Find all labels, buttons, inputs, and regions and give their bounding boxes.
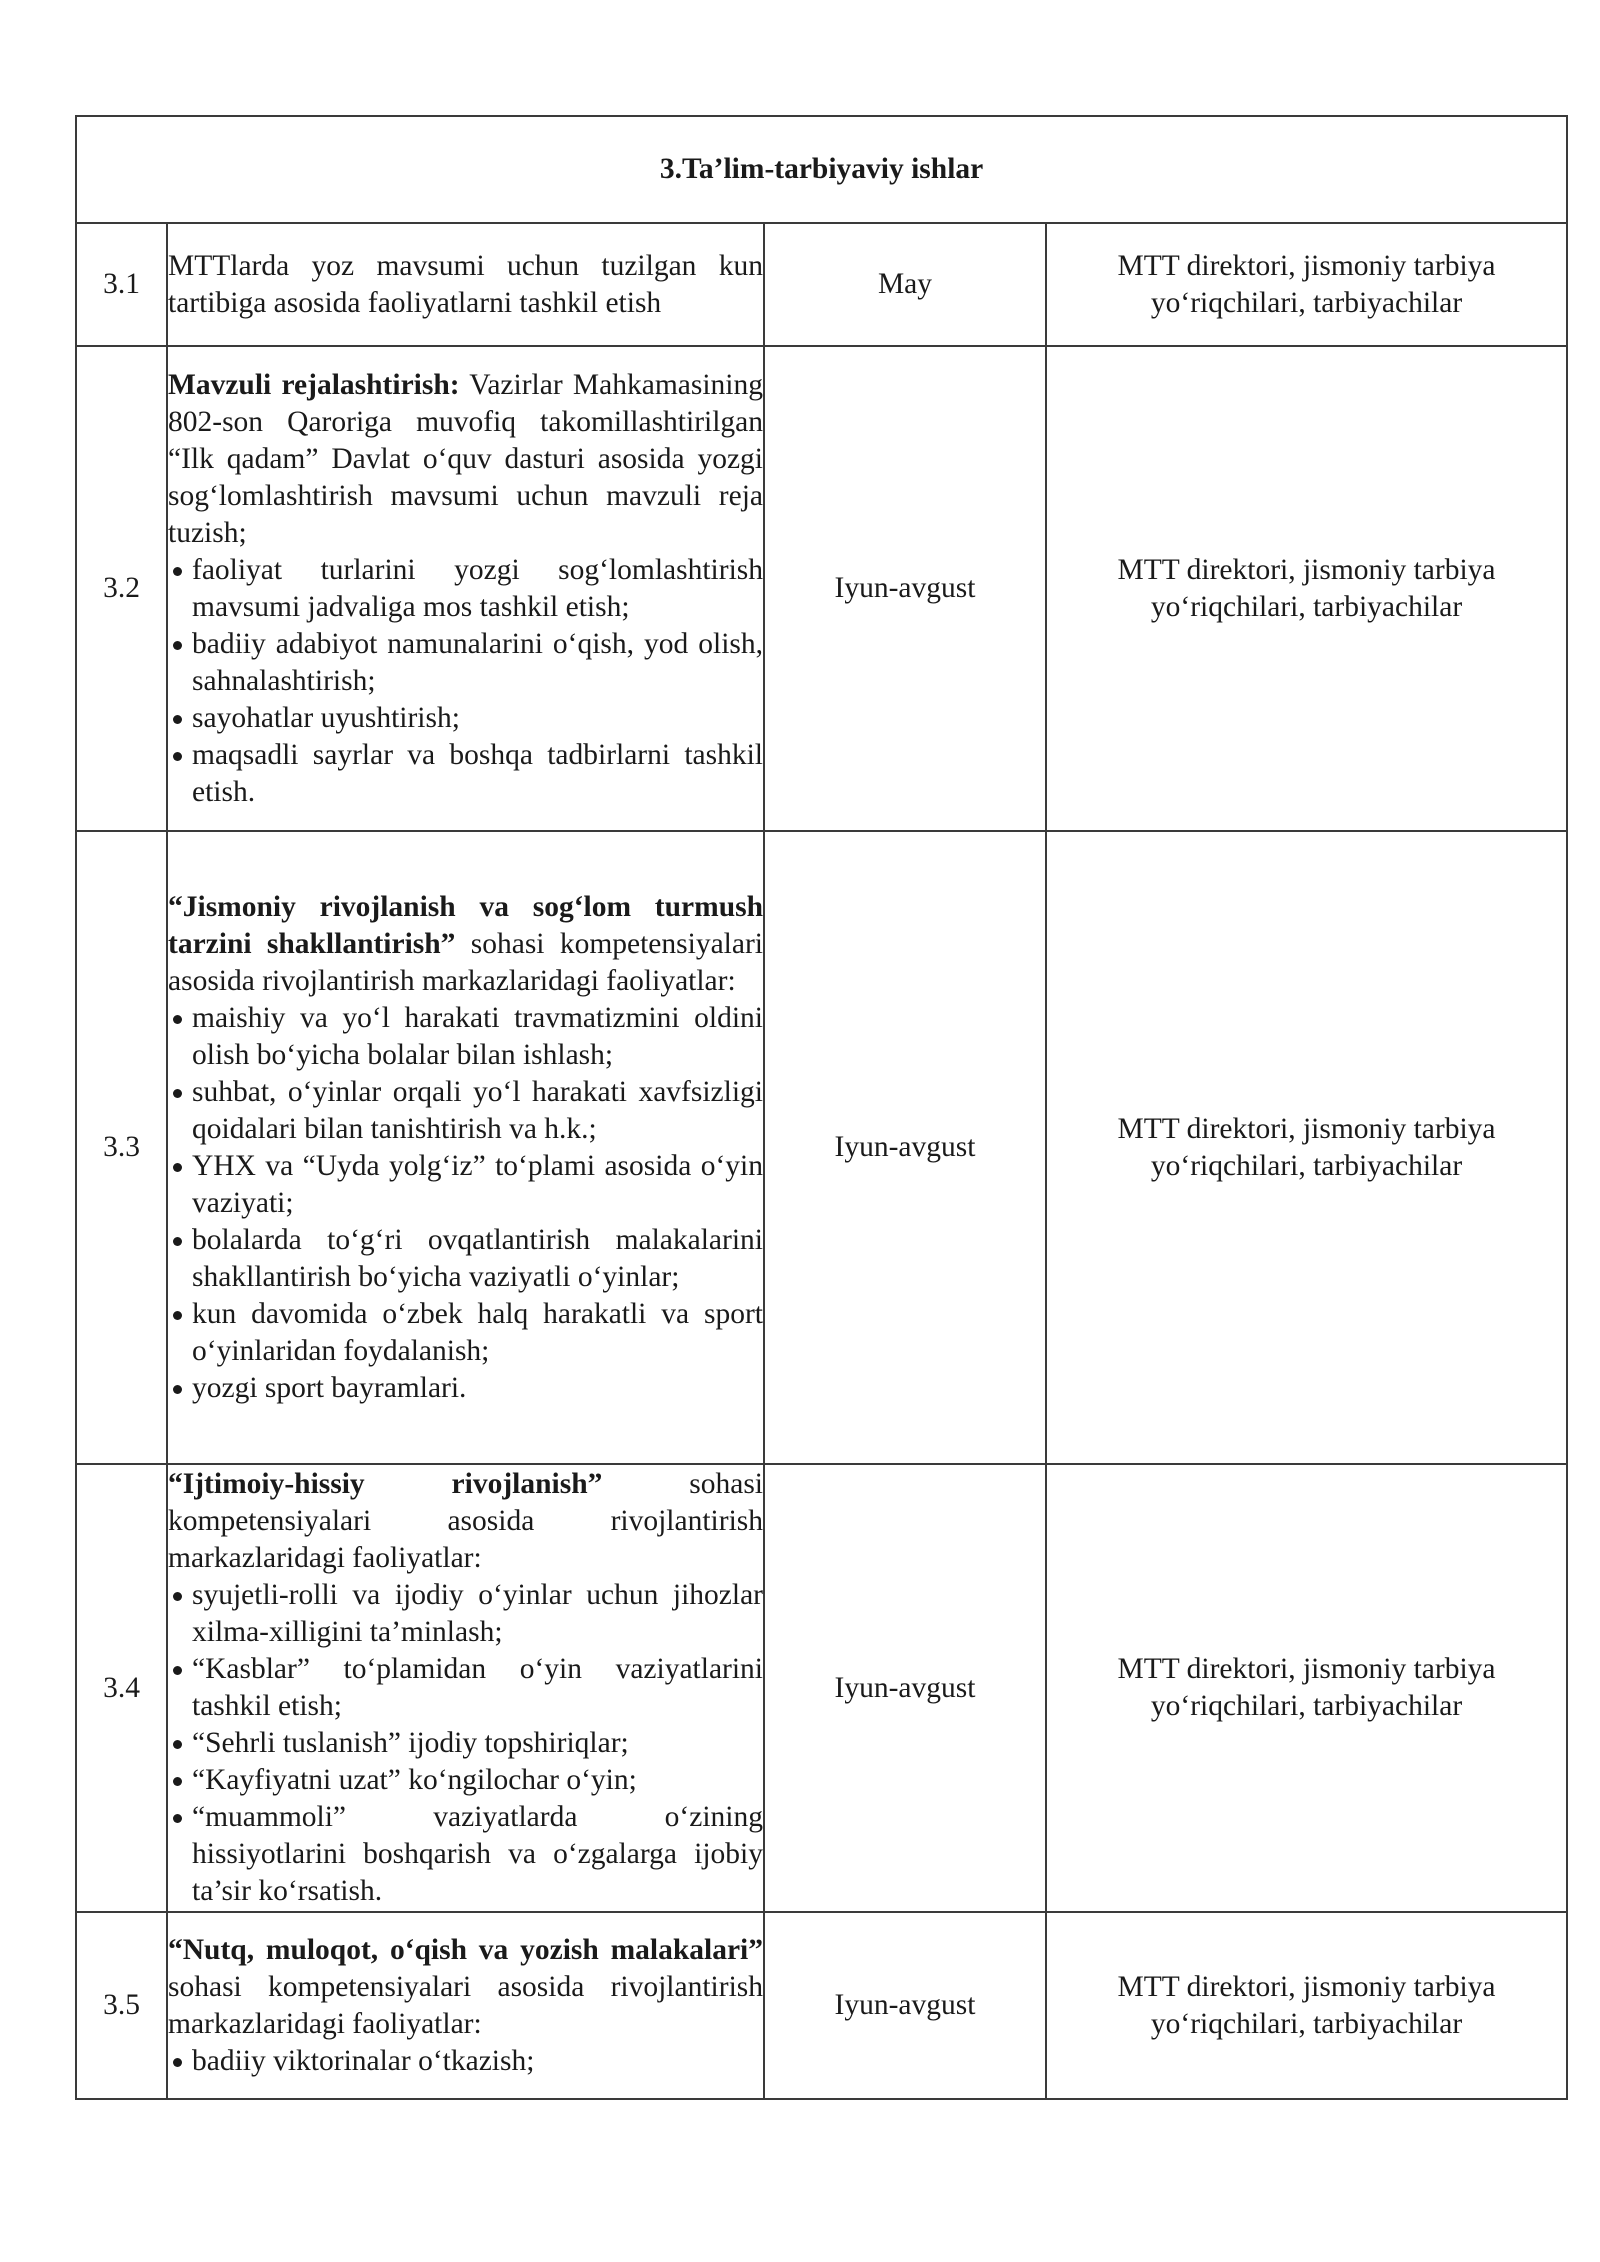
table-row xyxy=(76,346,1567,831)
deadline: Iyun-avgust xyxy=(764,831,1046,1464)
list-item: “muammoli” vaziyatlarda o‘zining hissiyotlarini boshqarish va o‘zgalarga ijobiy ta’sir ko‘rsatish. xyxy=(168,1799,763,1910)
list-item: badiiy viktorinalar o‘tkazish; xyxy=(168,2043,763,2080)
activity-intro xyxy=(168,1466,763,1577)
list-item: “Kayfiyatni uzat” ko‘ngilochar o‘yin; xyxy=(168,1762,763,1799)
list-item: faoliyat turlarini yozgi sog‘lomlashtirish mavsumi jadvaliga mos tashkil etish; xyxy=(168,552,763,626)
table-row xyxy=(76,223,1567,346)
activity-intro xyxy=(168,367,763,552)
responsible: MTT direktori, jismoniy tarbiya yo‘riqchilari, tarbiyachilar xyxy=(1046,346,1567,831)
row-number: 3.4 xyxy=(76,1464,167,1912)
table-row xyxy=(76,1912,1567,2099)
list-item: yozgi sport bayramlari. xyxy=(168,1370,763,1407)
list-item: bolalarda to‘g‘ri ovqatlantirish malakalarini shakllantirish bo‘yicha vaziyatli o‘yinlar; xyxy=(168,1222,763,1296)
responsible: MTT direktori, jismoniy tarbiya yo‘riqchilari, tarbiyachilar xyxy=(1046,831,1567,1464)
activity-intro-bold: Mavzuli rejalashtirish: xyxy=(168,368,460,401)
table-row xyxy=(76,1464,1567,1912)
activity-bullet-list xyxy=(168,552,763,811)
responsible: MTT direktori, jismoniy tarbiya yo‘riqchilari, tarbiyachilar xyxy=(1046,223,1567,346)
activity-bullet-list xyxy=(168,1577,763,1910)
list-item: kun davomida o‘zbek halq harakatli va sport o‘yinlaridan foydalanish; xyxy=(168,1296,763,1370)
table-row xyxy=(76,831,1567,1464)
list-item: “Kasblar” to‘plamidan o‘yin vaziyatlarini tashkil etish; xyxy=(168,1651,763,1725)
list-item: suhbat, o‘yinlar orqali yo‘l harakati xavfsizligi qoidalari bilan tanishtirish va h.k.; xyxy=(168,1074,763,1148)
activity-bullet-list xyxy=(168,1000,763,1407)
list-item: badiiy adabiyot namunalarini o‘qish, yod olish, sahnalashtirish; xyxy=(168,626,763,700)
activity-intro-text: sohasi kompetensiyalari asosida rivojlantirish markazlaridagi faoliyatlar: xyxy=(168,927,763,997)
row-number: 3.2 xyxy=(76,346,167,831)
responsible: MTT direktori, jismoniy tarbiya yo‘riqchilari, tarbiyachilar xyxy=(1046,1464,1567,1912)
activity-intro-bold: “Jismoniy rivojlanish va sog‘lom turmush tarzini shakllantirish” xyxy=(168,890,763,960)
list-item: maqsadli sayrlar va boshqa tadbirlarni tashkil etish. xyxy=(168,737,763,811)
list-item: “Sehrli tuslanish” ijodiy topshiriqlar; xyxy=(168,1725,763,1762)
row-number: 3.5 xyxy=(76,1912,167,2099)
deadline: May xyxy=(764,223,1046,346)
activity-description xyxy=(167,831,764,1464)
list-item: YHX va “Uyda yolg‘iz” to‘plami asosida o‘yin vaziyati; xyxy=(168,1148,763,1222)
activity-description xyxy=(167,346,764,831)
activity-intro-text: MTTlarda yoz mavsumi uchun tuzilgan kun tartibiga asosida faoliyatlarni tashkil etish xyxy=(168,249,763,319)
activity-description xyxy=(167,1464,764,1912)
activity-intro-text: Vazirlar Mahkamasining 802-son Qaroriga muvofiq takomillashtirilgan “Ilk qadam” Davlat o‘quv dasturi asosida yozgi sog‘lomlashtirish mavsumi uchun mavzuli reja tuzish; xyxy=(168,368,763,549)
activity-intro-bold: “Ijtimoiy-hissiy rivojlanish” xyxy=(168,1468,603,1500)
activity-description xyxy=(167,1912,764,2099)
section-title: 3.Ta’lim-tarbiyaviy ishlar xyxy=(76,116,1567,223)
activity-description xyxy=(167,223,764,346)
row-number: 3.3 xyxy=(76,831,167,1464)
activity-bullet-list xyxy=(168,2043,763,2080)
list-item: maishiy va yo‘l harakati travmatizmini oldini olish bo‘yicha bolalar bilan ishlash; xyxy=(168,1000,763,1074)
activity-intro-bold: “Nutq, muloqot, o‘qish va yozish malakalari” xyxy=(168,1933,763,1966)
activity-intro-text: sohasi kompetensiyalari asosida rivojlantirish markazlaridagi faoliyatlar: xyxy=(168,1468,763,1574)
activity-intro xyxy=(168,248,763,322)
deadline: Iyun-avgust xyxy=(764,1912,1046,2099)
activity-intro xyxy=(168,1932,763,2043)
list-item: sayohatlar uyushtirish; xyxy=(168,700,763,737)
section-header-row xyxy=(76,116,1567,223)
activity-intro xyxy=(168,889,763,1000)
list-item: syujetli-rolli va ijodiy o‘yinlar uchun jihozlar xilma-xilligini ta’minlash; xyxy=(168,1577,763,1651)
row-number: 3.1 xyxy=(76,223,167,346)
activity-plan-table xyxy=(75,115,1568,2100)
activity-intro-text: sohasi kompetensiyalari asosida rivojlantirish markazlaridagi faoliyatlar: xyxy=(168,1970,763,2040)
deadline: Iyun-avgust xyxy=(764,1464,1046,1912)
responsible: MTT direktori, jismoniy tarbiya yo‘riqchilari, tarbiyachilar xyxy=(1046,1912,1567,2099)
deadline: Iyun-avgust xyxy=(764,346,1046,831)
